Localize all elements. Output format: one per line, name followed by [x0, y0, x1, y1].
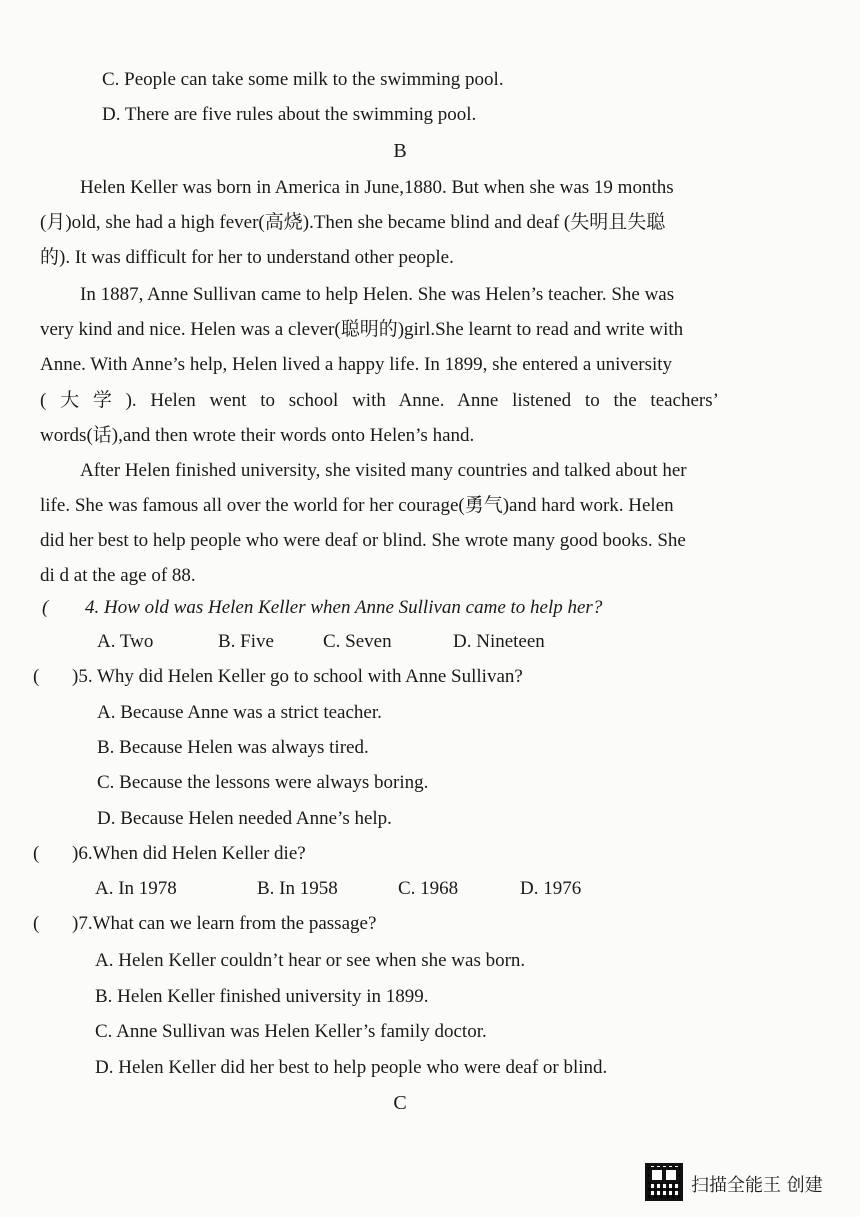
option-b: B. Helen Keller finished university in 1899.	[95, 986, 429, 1007]
prev-option-c: C. People can take some milk to the swimming pool.	[102, 69, 504, 90]
option-d: D. 1976	[520, 878, 582, 899]
passage-line: Anne. With Anne’s help, Helen lived a happy life. In 1899, she entered a university	[40, 354, 673, 375]
passage-line: did her best to help people who were deaf or blind. She wrote many good books. She	[40, 530, 686, 551]
passage-line: Helen Keller was born in America in June,1880. But when she was 19 months	[80, 177, 674, 198]
option-c: C. Seven	[323, 631, 392, 652]
passage-line: di d at the age of 88.	[40, 565, 196, 586]
option-b: B. Because Helen was always tired.	[97, 737, 369, 758]
section-b-heading: B	[393, 140, 407, 162]
scanner-brand-text: 扫描全能王 创建	[691, 1175, 823, 1196]
section-c-heading: C	[393, 1092, 407, 1114]
option-c: C. Because the lessons were always boring.	[97, 772, 429, 793]
option-a: A. In 1978	[95, 878, 177, 899]
passage-line: words(话),and then wrote their words onto Helen’s hand.	[40, 425, 475, 446]
option-d: D. Because Helen needed Anne’s help.	[97, 808, 392, 829]
answer-paren: (	[33, 843, 40, 864]
passage-line: (月)old, she had a high fever(高烧).Then she became blind and deaf (失明且失聪	[40, 212, 666, 233]
option-a: A. Two	[97, 631, 154, 652]
passage-line: After Helen finished university, she visited many countries and talked about her	[80, 460, 687, 481]
qr-code-icon	[645, 1163, 683, 1201]
option-b: B. Five	[218, 631, 274, 652]
option-d: D. Nineteen	[453, 631, 545, 652]
option-c: C. Anne Sullivan was Helen Keller’s family doctor.	[95, 1021, 487, 1042]
option-a: A. Because Anne was a strict teacher.	[97, 702, 382, 723]
passage-line: In 1887, Anne Sullivan came to help Helen. She was Helen’s teacher. She was	[80, 284, 675, 305]
option-c: C. 1968	[398, 878, 459, 899]
question-text: )5. Why did Helen Keller go to school with Anne Sullivan?	[72, 666, 523, 687]
scanner-watermark	[645, 1163, 845, 1201]
option-a: A. Helen Keller couldn’t hear or see when she was born.	[95, 950, 526, 971]
option-b: B. In 1958	[257, 878, 338, 899]
option-d: D. Helen Keller did her best to help people who were deaf or blind.	[95, 1057, 608, 1078]
passage-line: ( 大 学 ). Helen went to school with Anne. Anne listened to the teachers’	[40, 390, 719, 411]
question-text: )6.When did Helen Keller die?	[72, 843, 306, 864]
question-text: )7.What can we learn from the passage?	[72, 913, 377, 934]
question-text: 4. How old was Helen Keller when Anne Sullivan came to help her?	[85, 597, 603, 618]
passage-line: very kind and nice. Helen was a clever(聪明的)girl.She learnt to read and write with	[40, 319, 684, 340]
answer-paren: (	[42, 597, 49, 618]
passage-line: life. She was famous all over the world for her courage(勇气)and hard work. Helen	[40, 495, 674, 516]
passage-line: 的). It was difficult for her to understand other people.	[40, 247, 454, 268]
answer-paren: (	[33, 666, 40, 687]
prev-option-d: D. There are five rules about the swimming pool.	[102, 104, 477, 125]
answer-paren: (	[33, 913, 40, 934]
